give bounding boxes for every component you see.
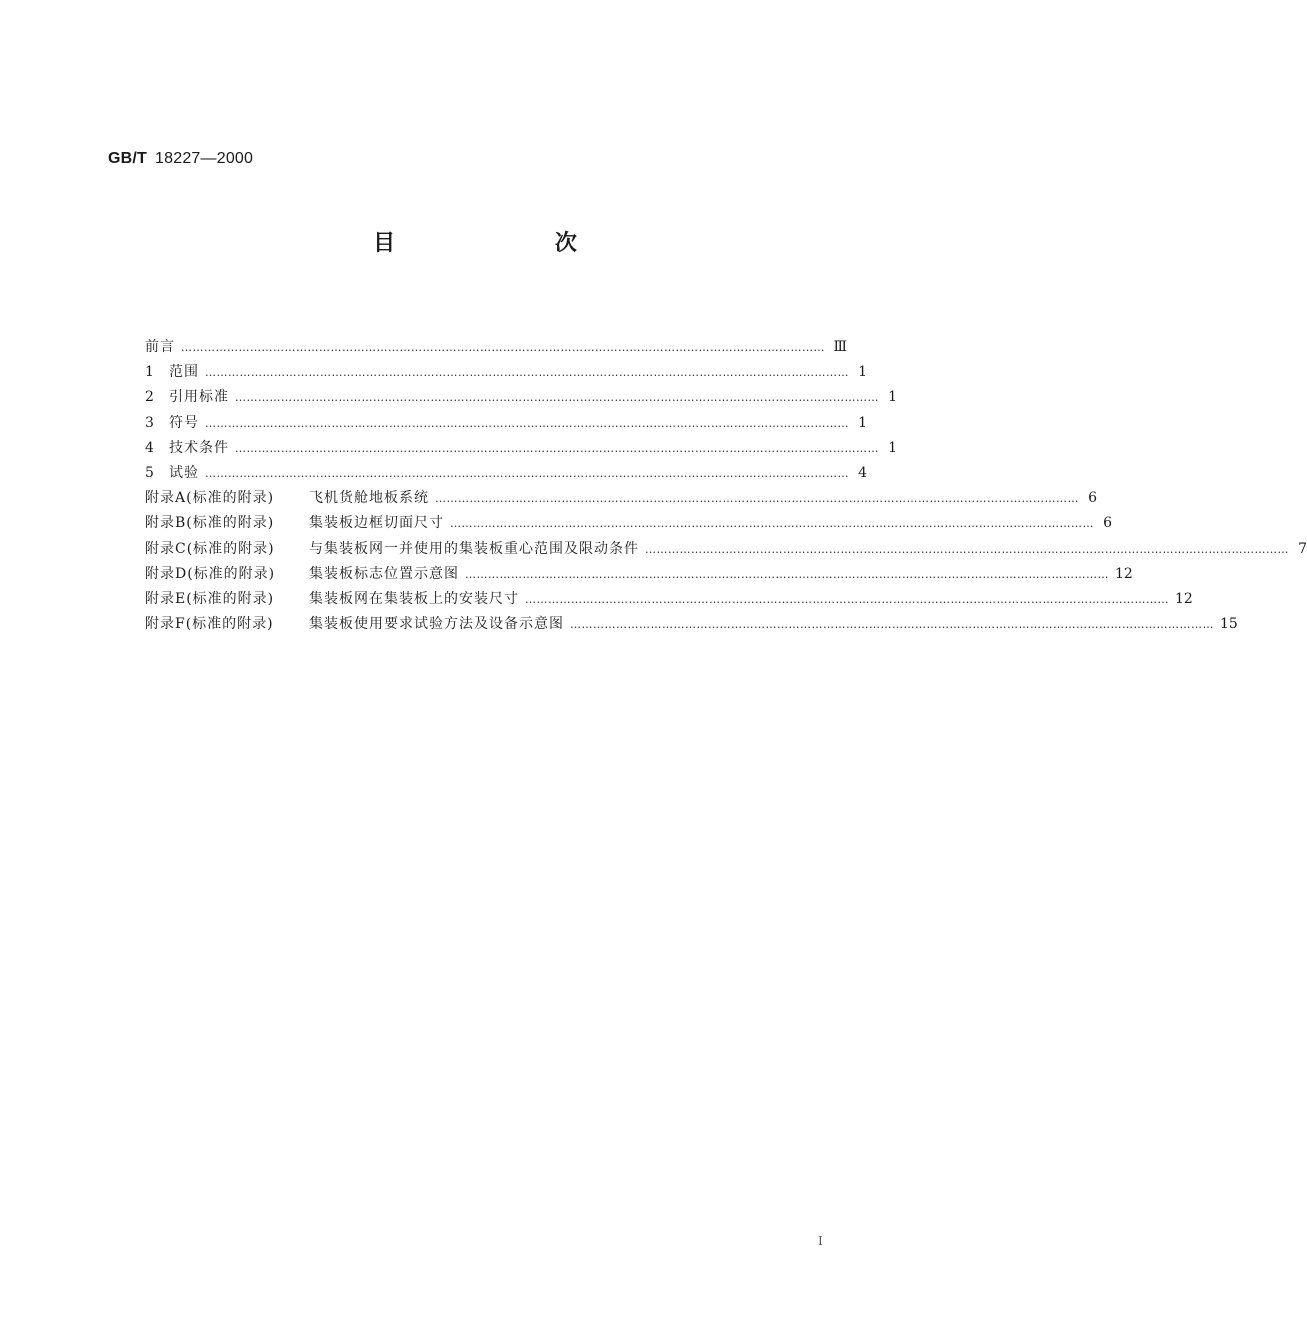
toc-entry-number: 附录C(标准的附录) (145, 540, 275, 557)
toc-entry-page: 12 (1175, 590, 1193, 607)
standard-code-number: 18227—2000 (155, 150, 254, 167)
toc-entry-label (145, 386, 235, 406)
toc-entry-1[interactable] (145, 361, 867, 386)
toc-entry-label (145, 361, 205, 381)
toc-entry-title: 集装板使用要求试验方法及设备示意图 (309, 616, 564, 633)
toc-leader-dots: …………………………………………………………………………………………………………………………………………………… (205, 416, 849, 430)
table-of-contents (145, 336, 1307, 638)
toc-entry-appendix-b[interactable] (145, 512, 1112, 537)
toc-entry-appendix-c[interactable] (145, 538, 1307, 563)
toc-leader-dots: …………………………………………………………………………………………………………………………………………………… (570, 618, 1214, 632)
toc-entry-appendix-e[interactable] (145, 588, 1193, 613)
toc-entry-page: 1 (858, 414, 867, 431)
toc-leader-dots: …………………………………………………………………………………………………………………………………………………… (450, 517, 1094, 531)
toc-entry-page: 1 (888, 439, 897, 456)
toc-leader-dots: …………………………………………………………………………………………………………………………………………………… (235, 441, 879, 455)
standard-code (108, 150, 253, 168)
toc-entry-label (145, 613, 570, 633)
toc-leader-dots: …………………………………………………………………………………………………………………………………………………… (525, 592, 1169, 606)
toc-entry-label (145, 588, 525, 608)
toc-entry-number: 附录F(标准的附录) (145, 616, 274, 633)
toc-entry-page: 6 (1103, 515, 1112, 532)
toc-entry-page: Ⅲ (833, 339, 847, 355)
toc-entry-label (145, 412, 205, 432)
toc-entry-number: 附录A(标准的附录) (145, 490, 275, 507)
toc-entry-number: 4 (145, 439, 155, 456)
toc-entry-4[interactable] (145, 437, 897, 462)
toc-entry-label (145, 437, 235, 457)
toc-entry-number: 3 (145, 414, 155, 431)
toc-entry-title: 试验 (169, 464, 199, 481)
toc-entry-page: 4 (858, 464, 867, 481)
toc-entry-page: 1 (888, 389, 897, 406)
toc-entry-page: 7 (1298, 540, 1307, 557)
toc-entry-number: 5 (145, 464, 155, 481)
toc-entry-page: 15 (1220, 616, 1238, 633)
toc-entry-title: 范围 (169, 364, 199, 381)
toc-title: 目 次 (373, 231, 653, 256)
toc-leader-dots: …………………………………………………………………………………………………………………………………………………… (645, 542, 1289, 556)
toc-entry-title: 集装板标志位置示意图 (309, 565, 459, 582)
toc-entry-foreword[interactable] (145, 336, 847, 361)
toc-entry-label (145, 538, 645, 558)
toc-entry-label (145, 512, 450, 532)
toc-leader-dots: …………………………………………………………………………………………………………………………………………………… (205, 466, 849, 480)
toc-entry-appendix-f[interactable] (145, 613, 1238, 638)
toc-entry-label (145, 487, 435, 507)
toc-entry-label (145, 336, 181, 356)
toc-entry-title: 飞机货舱地板系统 (309, 490, 429, 507)
toc-leader-dots: …………………………………………………………………………………………………………………………………………………… (235, 391, 879, 405)
toc-entry-title: 前言 (145, 339, 175, 355)
toc-leader-dots: …………………………………………………………………………………………………………………………………………………… (205, 366, 849, 380)
toc-leader-dots: …………………………………………………………………………………………………………………………………………………… (435, 492, 1079, 506)
standard-code-prefix: GB/T (108, 150, 148, 167)
toc-entry-number: 附录D(标准的附录) (145, 565, 276, 582)
toc-entry-appendix-d[interactable] (145, 563, 1133, 588)
toc-entry-number: 2 (145, 389, 155, 406)
toc-entry-title: 技术条件 (169, 439, 229, 456)
toc-entry-3[interactable] (145, 412, 867, 437)
toc-entry-title: 集装板边框切面尺寸 (309, 515, 444, 532)
toc-entry-page: 6 (1088, 490, 1097, 507)
toc-entry-2[interactable] (145, 386, 897, 411)
toc-entry-title: 与集装板网一并使用的集装板重心范围及限动条件 (309, 540, 639, 557)
page-number: Ⅰ (818, 1234, 823, 1248)
toc-entry-number: 附录E(标准的附录) (145, 590, 275, 607)
toc-entry-page: 1 (858, 364, 867, 381)
toc-entry-number: 1 (145, 364, 155, 381)
toc-entry-appendix-a[interactable] (145, 487, 1097, 512)
toc-entry-page: 12 (1115, 565, 1133, 582)
toc-entry-label (145, 462, 205, 482)
toc-entry-title: 集装板网在集装板上的安装尺寸 (309, 590, 519, 607)
toc-entry-label (145, 563, 465, 583)
toc-entry-title: 符号 (169, 414, 199, 431)
toc-entry-5[interactable] (145, 462, 867, 487)
toc-entry-title: 引用标准 (169, 389, 229, 406)
toc-leader-dots: …………………………………………………………………………………………………………………………………………………… (465, 567, 1109, 581)
toc-entry-number: 附录B(标准的附录) (145, 515, 275, 532)
toc-leader-dots: …………………………………………………………………………………………………………………………………………………… (181, 341, 825, 354)
